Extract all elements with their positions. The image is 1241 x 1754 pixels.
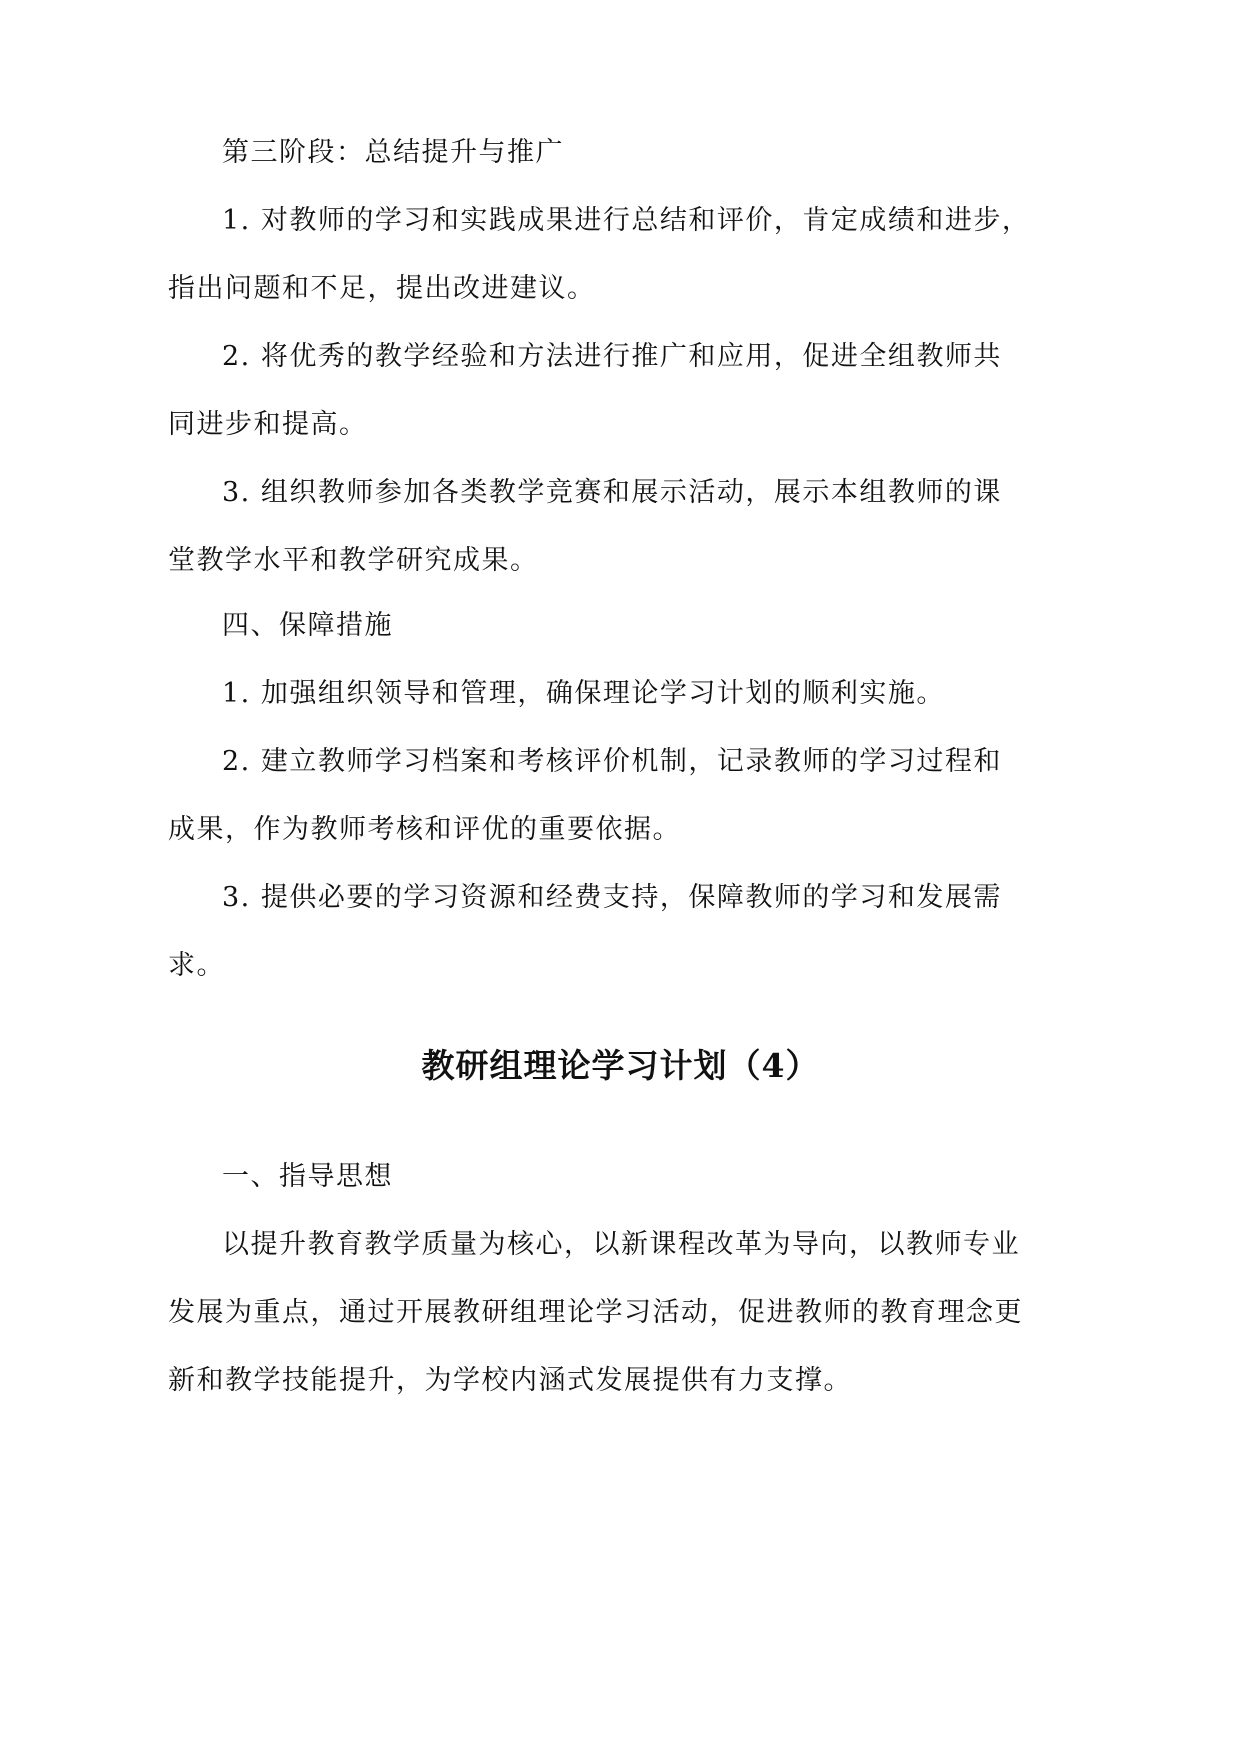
paragraph-line: 1. 对教师的学习和实践成果进行总结和评价，肯定成绩和进步， bbox=[222, 205, 1031, 236]
paragraph-line: 3. 提供必要的学习资源和经费支持，保障教师的学习和发展需 bbox=[222, 882, 1002, 913]
paragraph-line: 以提升教育教学质量为核心，以新课程改革为导向，以教师专业 bbox=[222, 1229, 1020, 1260]
stage-three-heading: 第三阶段：总结提升与推广 bbox=[222, 137, 564, 168]
paragraph-line: 1. 加强组织领导和管理，确保理论学习计划的顺利实施。 bbox=[222, 678, 945, 709]
document-title: 教研组理论学习计划（4） bbox=[421, 1046, 820, 1085]
section-heading: 一、指导思想 bbox=[222, 1161, 393, 1192]
paragraph-line: 成果，作为教师考核和评优的重要依据。 bbox=[168, 814, 681, 845]
paragraph-line: 发展为重点，通过开展教研组理论学习活动，促进教师的教育理念更 bbox=[168, 1297, 1023, 1328]
paragraph-line: 指出问题和不足，提出改进建议。 bbox=[168, 273, 596, 304]
paragraph-line: 新和教学技能提升，为学校内涵式发展提供有力支撑。 bbox=[168, 1365, 852, 1396]
paragraph-line: 求。 bbox=[168, 950, 225, 981]
paragraph-line: 同进步和提高。 bbox=[168, 409, 368, 440]
paragraph-line: 2. 建立教师学习档案和考核评价机制，记录教师的学习过程和 bbox=[222, 746, 1002, 777]
paragraph-line: 堂教学水平和教学研究成果。 bbox=[168, 545, 539, 576]
section-heading: 四、保障措施 bbox=[222, 610, 393, 641]
paragraph-line: 2. 将优秀的教学经验和方法进行推广和应用，促进全组教师共 bbox=[222, 341, 1002, 372]
paragraph-line: 3. 组织教师参加各类教学竞赛和展示活动，展示本组教师的课 bbox=[222, 477, 1002, 508]
